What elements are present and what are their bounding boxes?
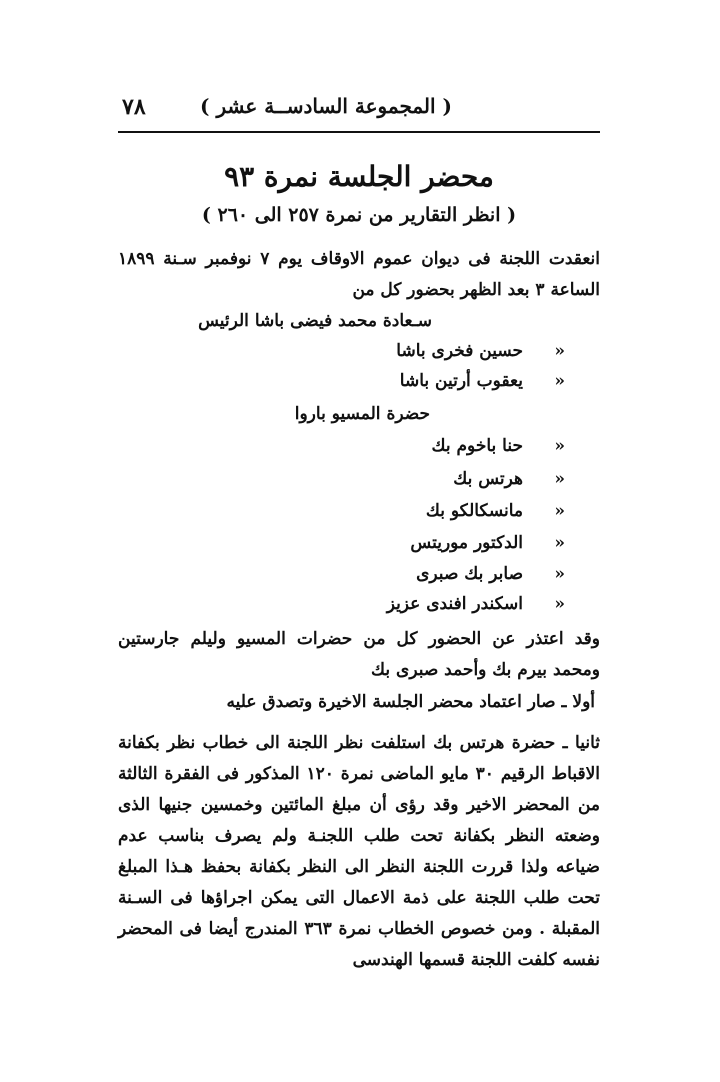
attendee-name: الدكتور موريتس (410, 533, 523, 553)
item-second: ثانيا ـ حضرة هرتس بك استلفت نظر اللجنة الى خطاب نظر بكفانة الاقباط الرقيم ٣٠ مايو الماضى نمرة ١٢٠ المذكور فى الفقرة الثالثة من المحضر الاخير وقد رؤى أن مبلغ المائتين وخمسين جنيها الذى وضعته النظر بكفانة تحت طلب اللجنـة ولم يصرف بناسب عدم ضياعه ولذا قررت اللجنة النظر الى النظر بكفانة بحفظ هـذا المبلغ تحت طلب اللجنة على ذمة الاعمال التى يمكن اجراؤها فى السـنة المقبلة . ومن خصوص الخطاب نمرة ٣٦٣ المندرج أيضا فى المحضر نفسه كلفت اللجنة قسمها الهندسى (118, 733, 600, 970)
opening-paragraph: انعقدت اللجنة فى ديوان عموم الاوقاف يوم ٧ نوفمبر سـنة ١٨٩٩ الساعة ٣ بعد الظهر بحضور كل من (118, 249, 601, 300)
attendee-name: مانسكالكو بك (425, 501, 523, 521)
attendee-line (453, 469, 565, 489)
attendee-name: حسين فخرى باشا (396, 341, 523, 361)
attendee-line (416, 564, 565, 584)
attendee-line (400, 371, 565, 391)
ditto-mark: « (554, 564, 565, 584)
attendee-line (396, 341, 565, 361)
attendee-line (432, 436, 565, 456)
attendee-line (410, 533, 565, 553)
ditto-mark: « (554, 436, 565, 456)
minutes-title: محضر الجلسة نمرة ٩٣ (224, 160, 494, 193)
ditto-mark: « (554, 533, 565, 553)
ditto-mark: « (554, 341, 565, 361)
page-header (118, 92, 600, 132)
messieurs-heading: حضرة المسيو باروا (294, 404, 430, 424)
attendee-name: هرتس بك (453, 469, 523, 489)
attendee-line (426, 501, 565, 521)
running-head: ( المجموعة السادســة عشر ) (200, 94, 452, 118)
ditto-mark: « (554, 501, 565, 521)
page-number: ٧٨ (122, 94, 146, 120)
attendee-name: حنا باخوم بك (431, 436, 523, 456)
apologies-paragraph: وقد اعتذر عن الحضور كل من حضرات المسيو وليلم جارستين ومحمد بيرم بك وأحمد صبرى بك (118, 629, 600, 680)
item-first: أولا ـ صار اعتماد محضر الجلسة الاخيرة وتصدق عليه (226, 692, 595, 712)
ditto-mark: « (554, 469, 565, 489)
ditto-mark: « (554, 371, 565, 391)
ditto-mark: « (554, 594, 565, 614)
attendee-line (387, 594, 565, 614)
chairman-line: سـعادة محمد فيضى باشا الرئيس (198, 311, 432, 331)
attendee-name: اسكندر افندى عزيز (386, 594, 523, 614)
attendee-name: صابر بك صبرى (416, 564, 523, 584)
reports-reference: ( انظر التقارير من نمرة ٢٥٧ الى ٢٦٠ ) (201, 204, 517, 226)
header-rule (118, 131, 600, 133)
attendee-name: يعقوب أرتين باشا (399, 371, 523, 391)
